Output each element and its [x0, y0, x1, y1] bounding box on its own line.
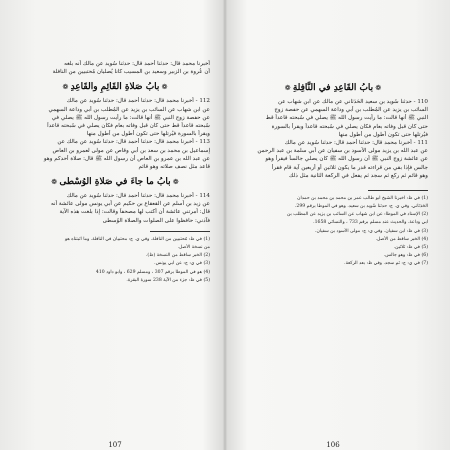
ornament-icon: ❁ [62, 83, 71, 92]
text-line: عن حفصة زوج النبي ﷺ أنها قالت: ما رأيت رسول الله ﷺ يصلي في [51, 114, 210, 121]
text-line: أخبرنا محمد قال: حدثنا أحمد قال: حدثنا سُويد عن مالك أنه بلغه [64, 61, 210, 67]
text-line: عن عائشة زوج النبي ﷺ أن رسول الله ﷺ كان يصلي جالساً فيقرأ وهو [265, 156, 428, 163]
page-number: 106 [326, 441, 340, 449]
text-line: أن عُروة بن الزبير وسعيد بن المسيب كانا يُصليان مُحتبيين من النافلة [52, 69, 210, 76]
footnote-line: (2) الخبر ساقط من النسخة (ظ). [145, 253, 210, 259]
footnote-line: (3) في ظ: ابن سفيان. وفي ي: ج: مولى الأسود بن سفيان. [315, 228, 428, 234]
footnote-line: أبي وداعة. والحديث عند مسلم برقم 733 ، والنسائي 1658. [313, 220, 428, 226]
ornament-icon: ❁ [373, 84, 382, 92]
text-line: عن عبد الله بن يزيد مولى الأسود بن سفيان عن أبي سلمة بن عبد الرحمن [257, 148, 428, 155]
text-line: حتى كان قبل وفاته بعام فكان يصلي في سُبحته قاعداً ويقرأ بالسورة [271, 123, 428, 130]
right-body [238, 98, 428, 180]
text-line: 113 - أخبرنا محمد قال: حدثنا أحمد قال: حدثنا سُويد عن مالك عن [57, 139, 210, 146]
footnote-line: (5) في ظ: جزء من الآية 238 سورة البقرة. [126, 277, 210, 283]
footnote-line: (7) في ي: ج: ثم سجد. وفي ظ: بعد الركعة. [344, 261, 428, 267]
text-line: فيُرتلها حتى تكون أطول من أطول منها [338, 131, 428, 138]
ornament-icon: ❁ [284, 84, 293, 92]
text-line: جالس فإذا بقي من قراءته قدر ما يكون ثلاثين أو أربعين آية قام فقرأ [271, 164, 428, 171]
left-page [20, 60, 210, 449]
text-line: 110 - حدثنا سُويد بن سعيد الحَدَثاني عن مالك عن ابن شهاب عن [278, 99, 428, 105]
text-line: قاعد مثل نصف صلاته وهو قائم [138, 163, 210, 170]
text-line: سُبحته قاعداً قط حتى كان قبل وفاته بعام فكان يصلي في سُبحته قاعداً [47, 122, 210, 129]
footnote-line: (1) في ظ: أخبرنا الشيخ أبو طالب عمر بن محمد بن محمد بن حمدان [297, 195, 428, 201]
footnote-line: من نسخة الأصل. [177, 245, 210, 250]
text-line: عن ابن شهاب عن السائب بن يزيد عن المُطلب بن أبي وداعة السهمي [48, 106, 210, 113]
footnote-divider [368, 190, 428, 191]
left-chapter1-body [20, 97, 210, 171]
footnote-line: (4) هو في الموطأ برقم 307 ، ومسلم 629 ، وأبو داود 410 [95, 269, 210, 275]
footnote-line: (2) الإسناد في الموطأ: عن ابن شهاب عن السائب بن يزيد عن المطلب بن [286, 212, 428, 218]
text-line: 112 - أخبرنا محمد قال: حدثنا أحمد قال: حدثنا سُويد عن مالك [66, 98, 210, 105]
chapter-title: بابُ صَلاةِ القَائِمِ والقَاعِدِ [70, 82, 160, 93]
footnote-line: (6) في ظ: وهو جالس. [383, 253, 428, 259]
text-line: ويقرأ بالسورة فيُرتلها حتى تكون أطول من أطول منها [86, 131, 210, 138]
text-line: قال: أمرتني عائشة أن أكتب لها مصحفاً وقالت: إذا بلغت هذه الآية [59, 209, 210, 216]
left-chapter2-body [20, 192, 210, 225]
chapter-heading [238, 82, 428, 94]
footnote-line: (3) في ي: ج: عن أبي يونس. [154, 261, 210, 267]
chapter-title: بابُ ما جاءَ في صَلاةِ الوُسْطى [59, 177, 171, 188]
footnote-line: (1) في ظ: مُحتبيين من النافلة. وفي ي. ج: محتبيان في النافلة. وما أثبتناه هو [64, 236, 210, 242]
text-line: عن عبد الله بن عمرو بن العاص أن رسول الله ﷺ قال: صلاة أحدكم وهو [43, 155, 210, 162]
text-line: 114 - أخبرنا محمد قال: حدثنا أحمد قال: حدثنا سُويد عن مالك [66, 193, 210, 200]
right-page [238, 60, 428, 449]
footnote-line: (5) في ظ: ثلاثين. [393, 245, 428, 250]
chapter-title: بابُ القَاعِدِ في النَّافِلةِ [292, 83, 374, 93]
text-line: فآذني: حافظوا على الصلوات والصلاة الوُسطى [102, 217, 210, 224]
left-intro [20, 60, 210, 76]
chapter-heading [20, 176, 210, 188]
text-line: النبي ﷺ أنها قالت: ما رأيت رسول الله ﷺ يصلي في سُبحته قاعداً قط [265, 115, 428, 122]
footnote-divider [150, 231, 210, 232]
text-line: إسماعيل بن محمد بن سعد بن أبي وقاص عن مولى لعمرو بن العاص [52, 147, 210, 154]
page-number: 107 [108, 441, 122, 449]
left-footnotes [20, 236, 210, 285]
text-line: السائب بن يزيد عن المُطلب بن أبي وداعة السهمي عن حفصة زوج [274, 107, 428, 114]
ornament-icon: ❁ [170, 178, 179, 187]
right-footnotes [238, 195, 428, 269]
ornament-icon: ❁ [159, 83, 168, 92]
text-line: وهو قائم ثم ركع ثم سجد ثم يفعل في الركعة الثانية مثل ذلك [288, 172, 428, 179]
ornament-icon: ❁ [51, 178, 60, 187]
text-line: عن زيد بن أسلم عن القعقاع بن حكيم عن أبي يونس مولى عائشة أنه [50, 201, 210, 208]
footnote-line: (4) الخبر ساقط من الأصل. [375, 236, 428, 242]
chapter-heading [20, 81, 210, 93]
footnote-line: الحَدَثاني. وفي ي. ج: حدثنا سُويد بن سعيد. وهو في الموطأ برقم 299. [294, 204, 428, 210]
text-line: 111 - أخبرنا محمد قال: حدثنا أحمد قال: حدثنا سُويد عن مالك [284, 139, 428, 146]
